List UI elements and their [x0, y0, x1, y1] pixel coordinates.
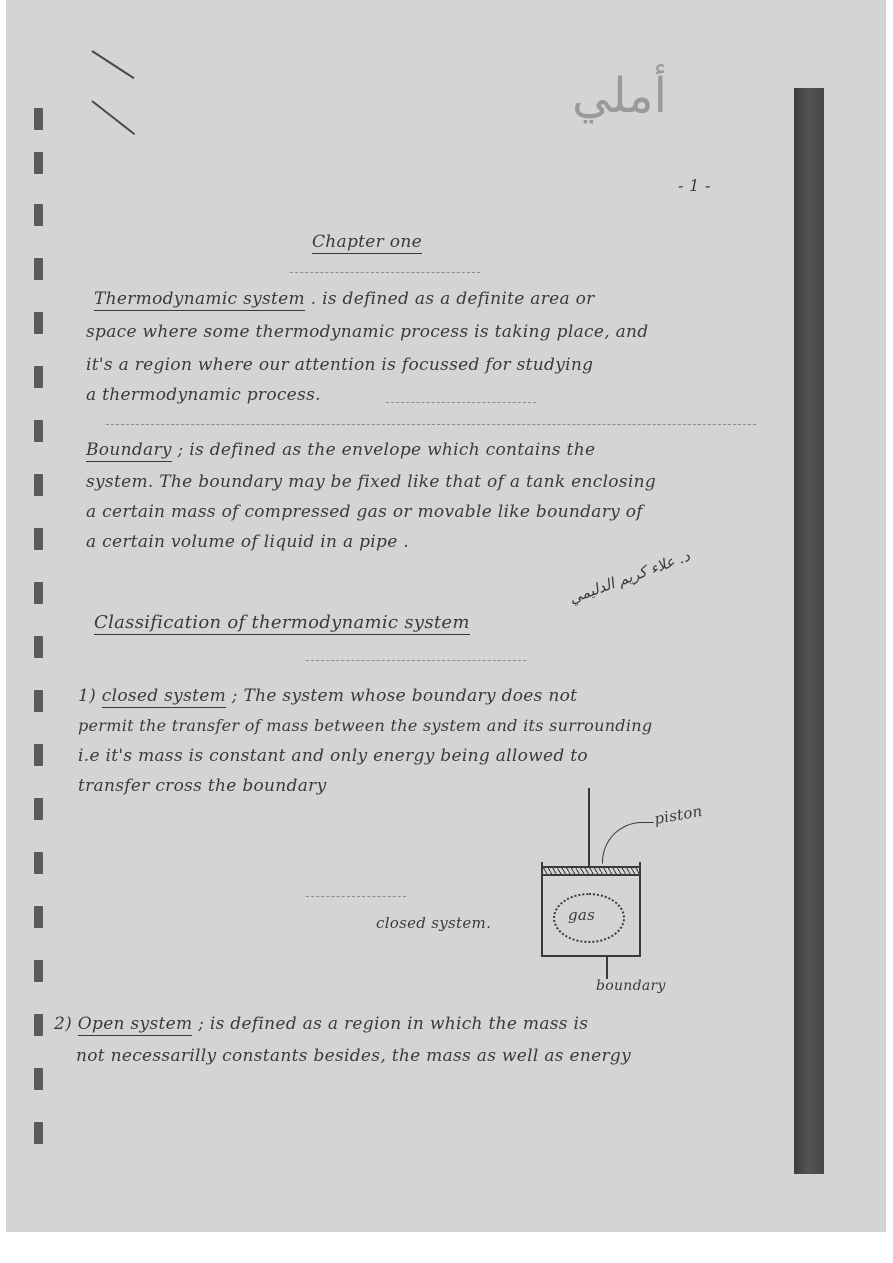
binder-hole [34, 744, 43, 766]
divider [386, 402, 536, 404]
chapter-title: Chapter one [312, 232, 422, 252]
piston-rod [588, 788, 590, 868]
definition-boundary [86, 440, 595, 460]
divider [306, 660, 526, 662]
divider [290, 272, 480, 274]
boundary-label: boundary [596, 978, 666, 994]
binder-hole [34, 852, 43, 874]
definition-line: a certain volume of liquid in a pipe . [86, 532, 409, 552]
term-open-system: Open system [77, 1014, 193, 1034]
pen-stroke [91, 50, 134, 79]
diagram-caption: closed system. [376, 914, 492, 932]
definition-line: system. The boundary may be fixed like that of a tank enclosing [86, 472, 657, 492]
binder-hole [34, 636, 43, 658]
binder-hole [34, 1122, 43, 1144]
binder-hole [34, 204, 43, 226]
definition-line: a thermodynamic process. [86, 385, 321, 405]
item-open-system [54, 1014, 588, 1034]
binder-hole [34, 108, 43, 130]
divider [306, 896, 406, 898]
binder-hole [34, 474, 43, 496]
binder-hole [34, 906, 43, 928]
page-number: - 1 - [678, 176, 711, 195]
gas-label: gas [568, 906, 596, 924]
boundary-pointer [606, 957, 608, 979]
item-closed-system [78, 686, 577, 706]
piston-leader-line [602, 822, 654, 864]
binder-hole [34, 1068, 43, 1090]
definition-text: ; The system whose boundary does not [231, 686, 578, 706]
definition-text: . is defined as a definite area or [310, 289, 595, 309]
piston-label: piston [652, 801, 704, 829]
item-number: 2) [54, 1014, 73, 1034]
definition-line: permit the transfer of mass between the system and its surrounding [78, 716, 653, 735]
binder-hole [34, 312, 43, 334]
definition-text: ; is defined as the envelope which contains the [177, 440, 596, 460]
term-boundary: Boundary [86, 440, 172, 460]
binder-hole [34, 690, 43, 712]
binder-holes [34, 90, 48, 1190]
definition-line: not necessarilly constants besides, the mass as well as energy [76, 1046, 631, 1066]
binder-hole [34, 1014, 43, 1036]
pen-stroke [91, 100, 135, 135]
binder-hole [34, 420, 43, 442]
definition-line: transfer cross the boundary [78, 776, 327, 796]
definition-line: it's a region where our attention is focussed for studying [86, 355, 594, 375]
piston [541, 866, 641, 876]
binder-hole [34, 366, 43, 388]
term-closed-system: closed system [101, 686, 227, 706]
binder-hole [34, 582, 43, 604]
definition-thermodynamic-system [94, 289, 595, 309]
author-signature: د. علاء كريم الدليمي [566, 546, 693, 608]
definition-line: i.e it's mass is constant and only energy being allowed to [78, 746, 588, 766]
binder-hole [34, 798, 43, 820]
binder-hole [34, 960, 43, 982]
divider [106, 424, 756, 426]
binder-hole [34, 258, 43, 280]
page-edge-shadow [794, 88, 824, 1174]
section-title: Classification of thermodynamic system [94, 612, 470, 633]
definition-line: a certain mass of compressed gas or movable like boundary of [86, 502, 643, 522]
binder-hole [34, 152, 43, 174]
notebook-page [6, 0, 886, 1232]
definition-text: ; is defined as a region in which the mass is [198, 1014, 589, 1034]
arabic-scribble: أملي [572, 68, 667, 124]
item-number: 1) [78, 686, 97, 706]
term-thermodynamic-system: Thermodynamic system [94, 289, 305, 309]
binder-hole [34, 528, 43, 550]
definition-line: space where some thermodynamic process is taking place, and [86, 322, 649, 342]
